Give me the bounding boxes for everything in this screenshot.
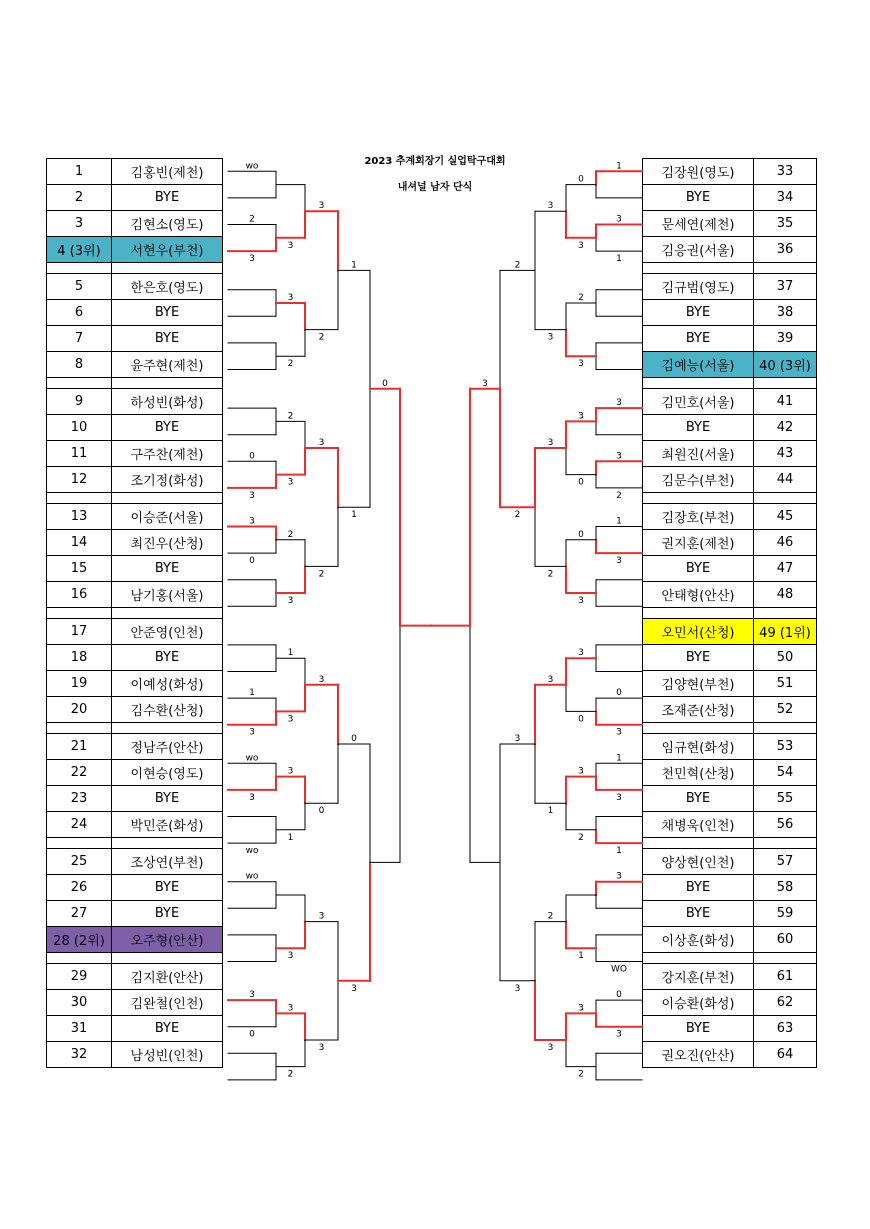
match-score-label: 3	[287, 714, 294, 725]
player-name-cell: 김홍빈(제천)	[112, 159, 223, 185]
match-score-label: 3	[547, 332, 554, 343]
player-name-cell: BYE	[112, 300, 223, 326]
seed-cell: 35	[754, 211, 817, 237]
player-name-cell: BYE	[643, 645, 754, 671]
seed-cell: 60	[754, 927, 817, 953]
match-score-label: 3	[616, 1029, 622, 1040]
seed-cell: 17	[47, 619, 112, 645]
match-score-label: 3	[578, 648, 584, 659]
match-score-label: 1	[249, 688, 255, 699]
match-score-label: 1	[616, 753, 622, 764]
player-name-cell: 임규현(화성)	[643, 734, 754, 760]
seed-cell: 25	[47, 849, 112, 875]
seed-cell: 33	[754, 159, 817, 185]
player-name-cell: 최진우(산청)	[112, 530, 223, 556]
seed-cell: 38	[754, 300, 817, 326]
player-name-cell: 김장호(부천)	[643, 504, 754, 530]
seed-cell: 46	[754, 530, 817, 556]
match-score-label: 2	[249, 214, 255, 225]
player-name-cell: 권지훈(제천)	[643, 530, 754, 556]
seed-cell: 14	[47, 530, 112, 556]
seed-cell: 15	[47, 556, 112, 582]
match-score-label: 2	[318, 569, 325, 580]
seed-cell: 32	[47, 1042, 112, 1068]
seed-cell: 54	[754, 760, 817, 786]
player-name-cell: BYE	[112, 185, 223, 211]
player-name-cell: 이예성(화성)	[112, 671, 223, 697]
player-name-cell: BYE	[643, 901, 754, 927]
match-score-label: 3	[318, 201, 325, 212]
match-score-label: 2	[514, 260, 521, 271]
player-name-cell: 김양현(부천)	[643, 671, 754, 697]
match-score-label: 3	[547, 1043, 554, 1053]
seed-cell: 3	[47, 211, 112, 237]
seed-cell: 16	[47, 582, 112, 608]
seed-cell: 8	[47, 352, 112, 378]
match-score-label: 1	[578, 951, 584, 962]
match-score-label: 3	[616, 871, 622, 882]
match-score-label: 3	[249, 490, 255, 501]
seed-cell: 59	[754, 901, 817, 927]
match-score-label: 3	[547, 674, 554, 685]
player-name-cell: 이승준(서울)	[112, 504, 223, 530]
player-name-cell: 안태형(안산)	[643, 582, 754, 608]
match-score-label: 3	[482, 378, 488, 389]
player-name-cell: 박민준(화성)	[112, 812, 223, 838]
match-score-label: 0	[578, 477, 584, 488]
match-score-label: 0	[249, 1029, 255, 1040]
player-name-cell: 오주형(안산)	[112, 927, 223, 953]
seed-cell: 1	[47, 159, 112, 185]
match-score-label: wo	[245, 871, 259, 882]
match-score-label: 1	[616, 516, 622, 527]
match-score-label: 3	[616, 727, 622, 738]
player-name-cell: BYE	[112, 556, 223, 582]
player-name-cell: BYE	[643, 300, 754, 326]
player-name-cell: BYE	[112, 645, 223, 671]
seed-cell: 19	[47, 671, 112, 697]
match-score-label: 2	[578, 293, 584, 303]
match-score-label: 2	[514, 510, 521, 521]
player-name-cell: BYE	[112, 875, 223, 901]
seed-cell: 18	[47, 645, 112, 671]
player-name-cell: 김지환(안산)	[112, 964, 223, 990]
match-score-label: 0	[616, 688, 622, 699]
seed-cell: 2	[47, 185, 112, 211]
player-name-cell: BYE	[643, 556, 754, 582]
player-name-cell: 구주찬(제천)	[112, 441, 223, 467]
match-score-label: wo	[245, 161, 259, 172]
player-name-cell: 김응권(서울)	[643, 237, 754, 263]
match-score-label: 2	[616, 490, 622, 501]
seed-cell: 11	[47, 441, 112, 467]
player-name-cell: BYE	[643, 415, 754, 441]
player-name-cell: 오민서(산청)	[643, 619, 754, 645]
match-score-label: 0	[351, 734, 357, 744]
match-score-label: WO	[611, 964, 627, 975]
seed-cell: 43	[754, 441, 817, 467]
seed-cell: 56	[754, 812, 817, 838]
player-name-cell: BYE	[643, 786, 754, 812]
match-score-label: 2	[287, 411, 294, 422]
player-name-cell: BYE	[643, 1016, 754, 1042]
match-score-label: 2	[287, 359, 294, 370]
player-name-cell: 김현소(영도)	[112, 211, 223, 237]
seed-cell: 49 (1위)	[754, 619, 817, 645]
player-name-cell: BYE	[643, 185, 754, 211]
match-score-label: 3	[318, 438, 325, 448]
match-score-label: 3	[287, 293, 294, 303]
player-name-cell: BYE	[112, 326, 223, 352]
player-name-cell: 하성빈(화성)	[112, 389, 223, 415]
match-score-label: 3	[578, 359, 584, 370]
player-name-cell: 남성빈(인천)	[112, 1042, 223, 1068]
player-name-cell: 안준영(인천)	[112, 619, 223, 645]
seed-cell: 21	[47, 734, 112, 760]
match-score-label: 1	[287, 832, 294, 843]
match-score-label: 3	[514, 983, 521, 994]
player-name-cell: 권오진(안산)	[643, 1042, 754, 1068]
match-score-label: 1	[616, 161, 622, 172]
match-score-label: 3	[249, 990, 255, 1001]
seed-cell: 30	[47, 990, 112, 1016]
seed-cell: 61	[754, 964, 817, 990]
player-name-cell: BYE	[112, 1016, 223, 1042]
seed-cell: 10	[47, 415, 112, 441]
match-score-label: 0	[249, 556, 255, 567]
seed-cell: 26	[47, 875, 112, 901]
match-score-label: 2	[547, 911, 554, 922]
match-score-label: 3	[578, 240, 584, 251]
match-score-label: 3	[318, 911, 325, 922]
seed-cell: 31	[47, 1016, 112, 1042]
player-name-cell: 윤주현(제천)	[112, 352, 223, 378]
match-score-label: 3	[287, 596, 294, 606]
match-score-label: 2	[318, 332, 325, 343]
match-score-label: 0	[578, 529, 584, 540]
player-name-cell: BYE	[643, 326, 754, 352]
seed-cell: 44	[754, 467, 817, 493]
seed-cell: 20	[47, 697, 112, 723]
match-score-label: 1	[351, 260, 357, 271]
player-name-cell: 이상훈(화성)	[643, 927, 754, 953]
match-score-label: 1	[351, 510, 357, 521]
match-score-label: 3	[287, 951, 294, 962]
match-score-label: 3	[616, 214, 622, 225]
match-score-label: 3	[616, 556, 622, 567]
player-name-cell: BYE	[112, 901, 223, 927]
seed-cell: 40 (3위)	[754, 352, 817, 378]
seed-cell: 64	[754, 1042, 817, 1068]
seed-cell: 22	[47, 760, 112, 786]
match-score-label: 0	[382, 378, 388, 389]
player-name-cell: 강지훈(부천)	[643, 964, 754, 990]
player-name-cell: 천민혁(산청)	[643, 760, 754, 786]
seed-cell: 45	[754, 504, 817, 530]
player-name-cell: BYE	[112, 786, 223, 812]
seed-cell: 58	[754, 875, 817, 901]
seed-cell: 62	[754, 990, 817, 1016]
match-score-label: 2	[547, 569, 554, 580]
match-score-label: 2	[287, 529, 294, 540]
player-name-cell: 김수환(산청)	[112, 697, 223, 723]
match-score-label: wo	[245, 753, 259, 764]
player-name-cell: 서현우(부천)	[112, 237, 223, 263]
seed-cell: 53	[754, 734, 817, 760]
match-score-label: 1	[287, 648, 294, 659]
player-name-cell: 양상현(인천)	[643, 849, 754, 875]
tournament-title: 2023 추계회장기 실업탁구대회	[364, 156, 506, 167]
seed-cell: 4 (3위)	[47, 237, 112, 263]
player-name-cell: BYE	[643, 875, 754, 901]
match-score-label: 0	[616, 990, 622, 1001]
match-score-label: 0	[318, 806, 325, 817]
seed-cell: 47	[754, 556, 817, 582]
seed-cell: 23	[47, 786, 112, 812]
match-score-label: 3	[287, 477, 294, 488]
seed-cell: 28 (2위)	[47, 927, 112, 953]
seed-cell: 24	[47, 812, 112, 838]
match-score-label: 3	[287, 766, 294, 777]
player-name-cell: 남기홍(서울)	[112, 582, 223, 608]
seed-cell: 41	[754, 389, 817, 415]
match-score-label: 3	[547, 201, 554, 212]
match-score-label: 3	[249, 792, 255, 803]
player-name-cell: 김예능(서울)	[643, 352, 754, 378]
seed-cell: 42	[754, 415, 817, 441]
match-score-label: 3	[578, 411, 584, 422]
seed-cell: 6	[47, 300, 112, 326]
player-name-cell: 정남주(안산)	[112, 734, 223, 760]
player-name-cell: 이현승(영도)	[112, 760, 223, 786]
match-score-label: 3	[351, 983, 357, 994]
player-name-cell: 김장원(영도)	[643, 159, 754, 185]
seed-cell: 63	[754, 1016, 817, 1042]
player-name-cell: 한은호(영도)	[112, 274, 223, 300]
match-score-label: 3	[578, 766, 584, 777]
seed-cell: 27	[47, 901, 112, 927]
match-score-label: 3	[249, 254, 255, 265]
seed-cell: 12	[47, 467, 112, 493]
player-name-cell: 김문수(부천)	[643, 467, 754, 493]
event-subtitle: 내셔널 남자 단식	[397, 182, 473, 193]
match-score-label: 3	[578, 1003, 584, 1014]
match-score-label: 3	[249, 727, 255, 738]
seed-cell: 57	[754, 849, 817, 875]
player-name-cell: 이승환(화성)	[643, 990, 754, 1016]
match-score-label: 0	[578, 174, 584, 185]
match-score-label: wo	[245, 846, 259, 857]
player-name-cell: 조상연(부천)	[112, 849, 223, 875]
seed-cell: 9	[47, 389, 112, 415]
player-name-cell: 김민호(서울)	[643, 389, 754, 415]
match-score-label: 3	[547, 438, 554, 448]
match-score-label: 3	[616, 792, 622, 803]
match-score-label: 3	[287, 240, 294, 251]
seed-cell: 51	[754, 671, 817, 697]
seed-cell: 36	[754, 237, 817, 263]
seed-cell: 50	[754, 645, 817, 671]
player-name-cell: 조기정(화성)	[112, 467, 223, 493]
match-score-label: 1	[547, 806, 554, 817]
match-score-label: 2	[578, 1069, 584, 1080]
match-score-label: 3	[249, 516, 255, 527]
match-score-label: 3	[318, 1043, 325, 1053]
player-name-cell: 문세연(제천)	[643, 211, 754, 237]
player-name-cell: 조재준(산청)	[643, 697, 754, 723]
match-score-label: 1	[616, 254, 622, 265]
player-name-cell: 김완철(인천)	[112, 990, 223, 1016]
match-score-label: 2	[287, 1069, 294, 1080]
seed-cell: 7	[47, 326, 112, 352]
seed-cell: 52	[754, 697, 817, 723]
match-score-label: 3	[514, 734, 521, 744]
seed-cell: 37	[754, 274, 817, 300]
player-name-cell: 김규범(영도)	[643, 274, 754, 300]
seed-cell: 29	[47, 964, 112, 990]
seed-cell: 48	[754, 582, 817, 608]
match-score-label: 0	[578, 714, 584, 725]
match-score-label: 2	[578, 832, 584, 843]
match-score-label: 0	[249, 451, 255, 462]
seed-cell: 34	[754, 185, 817, 211]
seed-cell: 5	[47, 274, 112, 300]
match-score-label: 3	[287, 1003, 294, 1014]
player-name-cell: 채병욱(인천)	[643, 812, 754, 838]
seed-cell: 13	[47, 504, 112, 530]
match-score-label: 3	[578, 596, 584, 606]
match-score-label: 3	[616, 451, 622, 462]
player-name-cell: 최원진(서울)	[643, 441, 754, 467]
match-score-label: 3	[616, 398, 622, 409]
seed-cell: 55	[754, 786, 817, 812]
match-score-label: 3	[318, 674, 325, 685]
player-name-cell: BYE	[112, 415, 223, 441]
match-score-label: 1	[616, 846, 622, 857]
seed-cell: 39	[754, 326, 817, 352]
